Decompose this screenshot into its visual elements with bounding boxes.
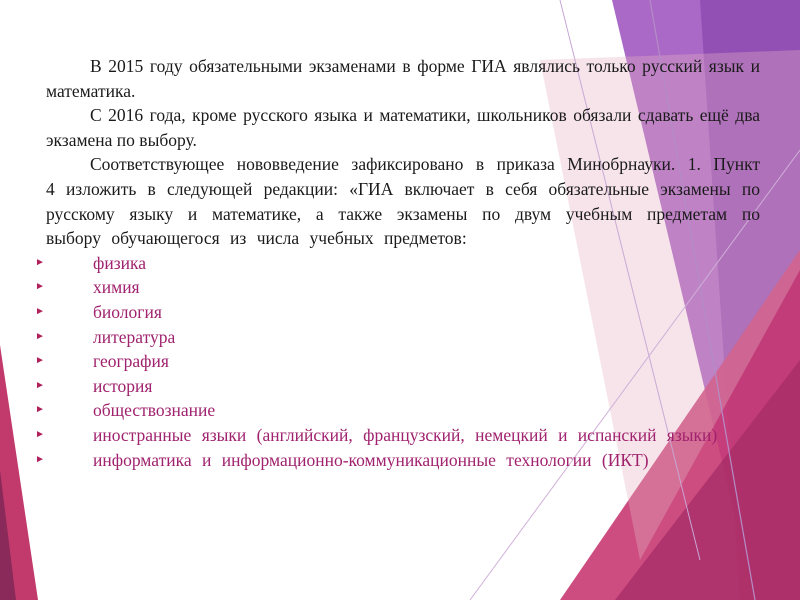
list-item-foreign-languages: ► иностранные языки (английский, французский, немецкий и испанский языки) bbox=[46, 423, 760, 448]
triangle-bullet-icon: ► bbox=[35, 404, 45, 416]
list-item-literature: ► литература bbox=[46, 325, 760, 350]
triangle-bullet-icon: ► bbox=[35, 305, 45, 317]
slide-content bbox=[35, 54, 760, 472]
list-item-physics: ► физика bbox=[46, 251, 760, 276]
triangle-bullet-icon: ► bbox=[35, 379, 45, 391]
triangle-bullet-icon: ► bbox=[35, 453, 45, 465]
triangle-bullet-icon: ► bbox=[35, 256, 45, 268]
list-item-social-studies: ► обществознание bbox=[46, 398, 760, 423]
list-item-informatics: ► информатика и информационно-коммуникационные технологии (ИКТ) bbox=[46, 448, 760, 473]
triangle-bullet-icon: ► bbox=[35, 355, 45, 367]
list-item-chemistry: ► химия bbox=[46, 275, 760, 300]
list-item-geography: ► география bbox=[46, 349, 760, 374]
list-item-history: ► история bbox=[46, 374, 760, 399]
triangle-bullet-icon: ► bbox=[35, 281, 45, 293]
triangle-bullet-icon: ► bbox=[35, 428, 45, 440]
paragraph-2015: В 2015 году обязательными экзаменами в форме ГИА являлись только русский язык и математика. bbox=[46, 56, 760, 101]
list-item-biology: ► биология bbox=[46, 300, 760, 325]
paragraph-2016: С 2016 года, кроме русского языка и математики, школьников обязали сдавать ещё два экзамена по выбору. bbox=[46, 105, 760, 150]
triangle-bullet-icon: ► bbox=[35, 330, 45, 342]
paragraph-order: Соответствующее нововведение зафиксировано в приказа Минобрнауки. 1. Пункт 4 изложить в следующей редакции: «ГИА включает в себя обязательные экзамены по русскому языку и математике, а также экзамены по двум учебным предметам по выбору обучающегося из числа учебных предметов: bbox=[46, 154, 760, 249]
subjects-list bbox=[35, 251, 760, 472]
